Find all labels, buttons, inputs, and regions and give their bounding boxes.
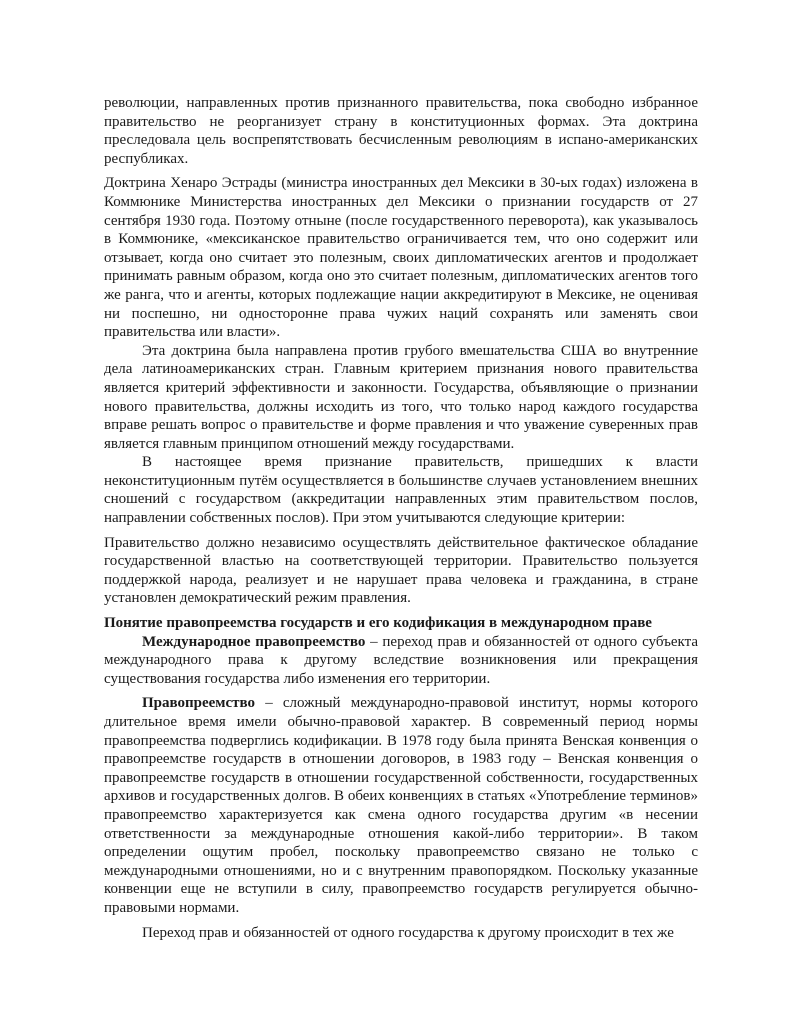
paragraph-current-recognition: В настоящее время признание правительств, пришедших к власти неконституционным путём осуществляется в большинстве случаев установлением внешних сношений с государством (аккредитации направленных этим правительством послов, направлении собственных послов). При этом учитываются следующие критерии:: [104, 454, 698, 527]
definition-succession-text: – сложный международно-правовой институт, нормы которого длительное время имели обычно-правовой характер. В современный период нормы правопреемства подверглись кодификации. В 1978 году была принята Венская конвенция о правопреемстве государств в отношении договоров, в 1983 году – Венская конвенция о правопреемстве государств в отношении государственной собственности, государственных архивов и государственных долгов. В обеих конвенциях в статьях «Употребление терминов» правопреемство характеризуется как смена одного государства другим «в несении ответственности за международные отношения какой-либо территории». В таком определении ощутим пробел, поскольку правопреемство связано не только с международными отношениями, но и с внутренним правопорядком. Поскольку указанные конвенции еще не вступили в силу, правопреемство государств регулируется обычно-правовыми нормами.: [104, 695, 698, 916]
paragraph-revolutions: революции, направленных против признанного правительства, пока свободно избранное правительство не реорганизует страну в конституционных формах. Эта доктрина преследовала цель воспрепятствовать бесчисленным революциям в испано-американских республиках.: [104, 95, 698, 167]
paragraph-definition-succession: [104, 694, 698, 917]
term-succession: Правопреемство: [142, 695, 256, 712]
section-heading: Понятие правопреемства государств и его кодификация в международном праве: [104, 615, 652, 632]
document-page: [104, 94, 698, 942]
paragraph-doctrine-purpose: Эта доктрина была направлена против грубого вмешательства США во внутренние дела латиноамериканских стран. Главным критерием признания нового правительства является критерий эффективности и законности. Государства, объявляющие о признании нового правительства, должны исходить из того, что только народ каждого государства вправе решать вопрос о правительстве и форме правления и что уважение суверенных прав является главным принципом отношений между государствами.: [104, 342, 698, 452]
paragraph-estrada-doctrine: Доктрина Хенаро Эстрады (министра иностранных дел Мексики в 30-ых годах) изложена в Коммюнике Министерства иностранных дел Мексики о признании государств от 27 сентября 1930 года. Поэтому отныне (после государственного переворота), как указывалось в Коммюнике, «мексиканское правительство ограничивается тем, что оно содержит или отзывает, когда оно считает это полезным, своих дипломатических агентов и продолжает принимать равным образом, когда оно это считает полезным, дипломатических агентов того же ранга, что и агенты, которых подлежащие нации аккредитируют в Мексике, не оценивая ни поспешно, ни односторонне права чужих наций сохранять или заменять свои правительства или власти».: [104, 175, 698, 341]
term-international-succession: Международное правопреемство: [142, 633, 366, 650]
paragraph-criteria: Правительство должно независимо осуществлять действительное фактическое обладание государственной властью на соответствующей территории. Правительство пользуется поддержкой народа, реализует и не нарушает права человека и гражданина, в стране установлен демократический режим правления.: [104, 534, 698, 607]
paragraph-transfer-of-rights: Переход прав и обязанностей от одного государства к другому происходит в тех же: [142, 924, 674, 941]
paragraph-definition-international-succession: [104, 633, 698, 689]
definition-international-succession-text: – переход прав и обязанностей от одного субъекта международного права к другому вследствие возникновения или прекращения существования государства либо изменения его территории.: [104, 633, 698, 687]
